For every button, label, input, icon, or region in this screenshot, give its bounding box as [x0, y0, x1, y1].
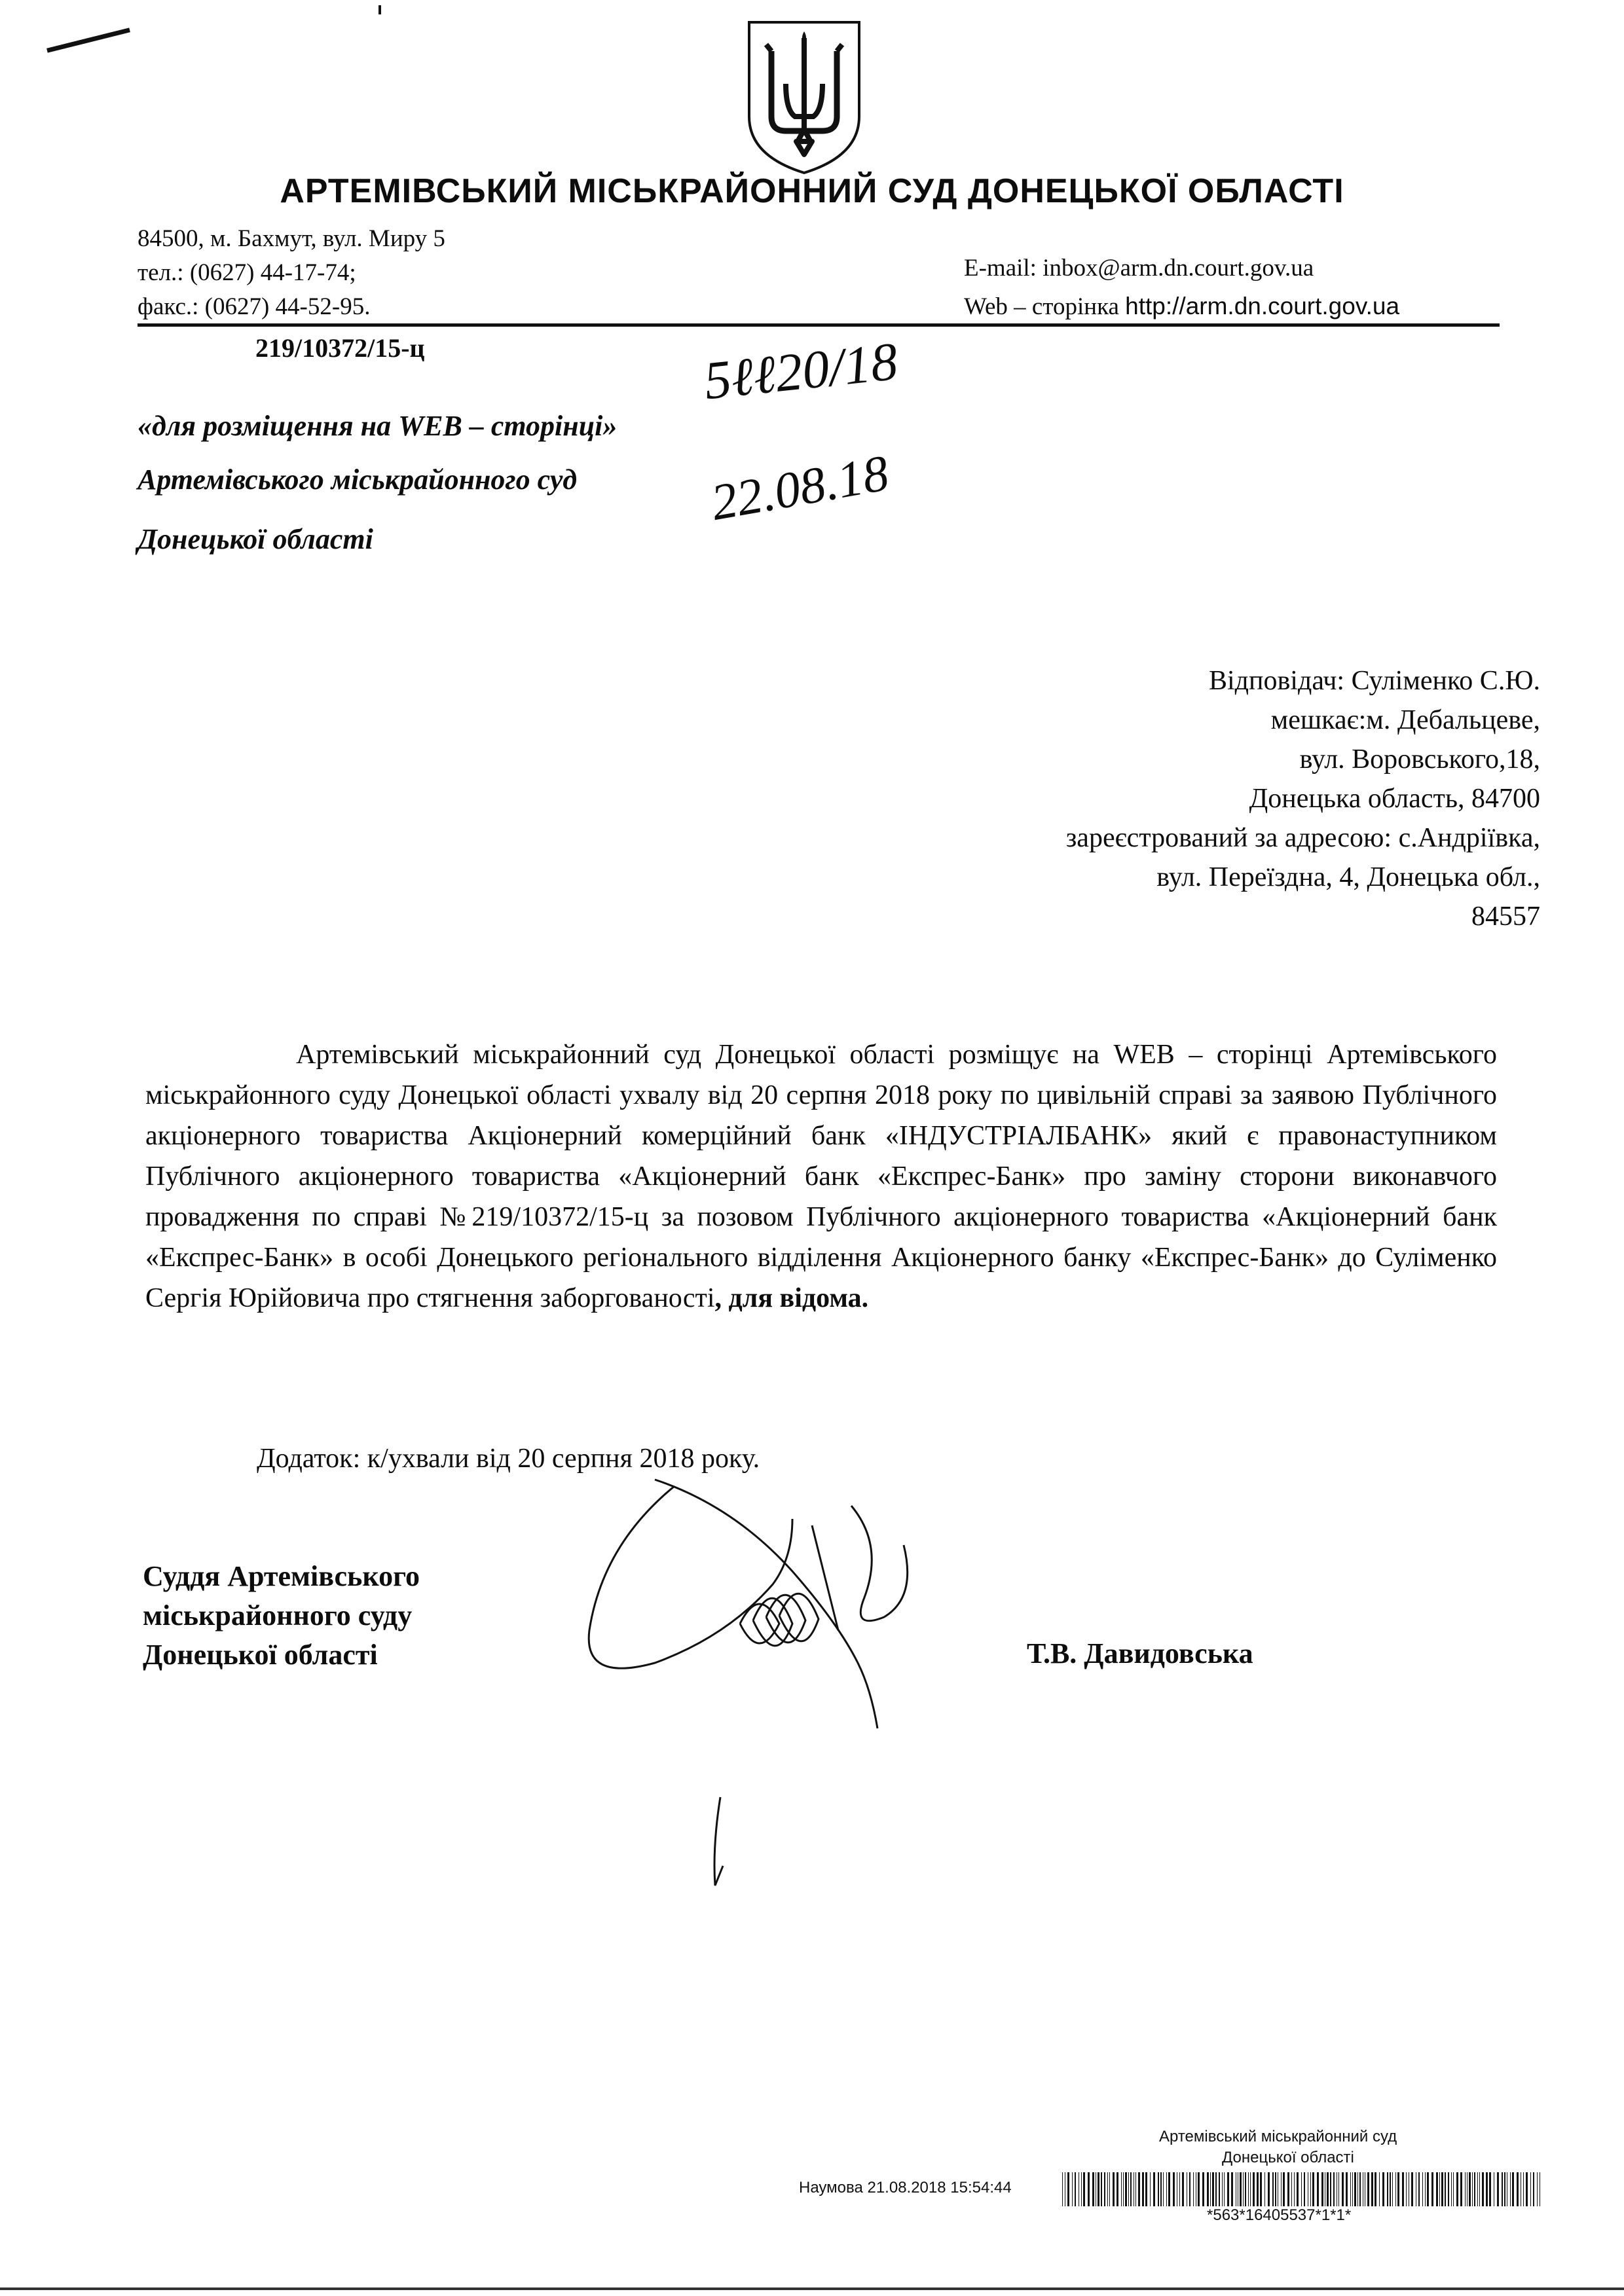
barcode-code: *563*16405537*1*1*: [1207, 2206, 1352, 2224]
recipient-address-block: [754, 661, 1540, 936]
case-number: 219/10372/15-ц: [255, 333, 425, 363]
court-name-heading: АРТЕМІВСЬКИЙ МІСЬКРАЙОННИЙ СУД ДОНЕЦЬКОЇ ОБЛАСТІ: [280, 172, 1344, 210]
website-url: http://arm.dn.court.gov.ua: [1125, 293, 1400, 319]
court-phone: тел.: (0627) 44-17-74;: [138, 259, 356, 286]
body-paragraph-text: Артемівський міськрайонний суд Донецької області розміщує на WEB – сторінці Артемівського міськрайонного суду Донецької області ухвалу від 20 серпня 2018 року по цивільній справі за заявою Публічного акціонерного товариства Акціонерний комерційний банк «ІНДУСТРІАЛБАНК» який є правонаступником Публічного акціонерного товариства «Акціонерний банк «Експрес-Банк» про заміну сторони виконавчого провадження по справі №219/10372/15-ц за позовом Публічного акціонерного товариства «Акціонерний банк «Експрес-Банк» в особі Донецького регіонального відділення Акціонерного банку «Експрес-Банк» до Суліменко Сергія Юрійовича про стягнення заборгованості: [145, 1040, 1497, 1313]
court-address: 84500, м. Бахмут, вул. Миру 5: [138, 225, 445, 252]
web-notice-line1: «для розміщення на WEB – сторінці»: [138, 410, 618, 442]
judge-name: Т.В. Давидовська: [1027, 1637, 1253, 1669]
court-website: [964, 293, 1399, 321]
recipient-line: 84557: [1471, 902, 1540, 932]
court-email: E-mail: inbox@arm.dn.court.gov.ua: [964, 255, 1314, 282]
court-fax: факс.: (0627) 44-52-95.: [138, 293, 371, 320]
recipient-line: вул. Воровського,18,: [1299, 744, 1540, 774]
signature-title-line: Донецької області: [143, 1639, 378, 1671]
recipient-line: Відповідач: Суліменко С.Ю.: [1208, 666, 1540, 696]
website-label: Web – сторінка: [964, 293, 1119, 320]
barcode: [1061, 2172, 1542, 2206]
recipient-line: Донецька область, 84700: [1249, 784, 1540, 814]
letter-body: [145, 1034, 1497, 1319]
web-notice-line3: Донецької області: [138, 523, 373, 555]
recipient-line: зареєстрований за адресою: с.Андріївка,: [1065, 823, 1540, 853]
signature-title-line: міськрайонного суду: [143, 1599, 413, 1631]
recipient-line: мешкає:м. Дебальцеве,: [1270, 705, 1540, 735]
stamp-court-line1: Артемівський міськрайонний суд: [1159, 2128, 1397, 2145]
web-notice-line2: Артемівського міськрайонного суд: [138, 464, 578, 496]
body-paragraph: [145, 1034, 1497, 1319]
handwritten-tick-mark: [707, 1794, 733, 1892]
scan-mark-bottom-edge: [0, 2287, 1624, 2290]
scan-mark-top-left: [46, 27, 130, 52]
signature-title-line: Суддя Артемівського: [143, 1560, 420, 1592]
body-closing: , для відома.: [714, 1283, 869, 1313]
handwritten-registration-number: 5ℓℓ20/18: [701, 331, 900, 411]
header-divider: [138, 323, 1500, 327]
signature-title-block: [143, 1557, 420, 1675]
recipient-line: вул. Переїздна, 4, Донецька обл.,: [1156, 862, 1540, 892]
appendix-note: Додаток: к/ухвали від 20 серпня 2018 року.: [257, 1444, 760, 1474]
handwritten-date: 22.08.18: [707, 443, 893, 532]
scan-mark-top-dot: [378, 5, 381, 14]
coat-of-arms-emblem: [745, 18, 863, 175]
stamp-court-line2: Донецької області: [1222, 2149, 1354, 2166]
handwritten-signature: [576, 1467, 943, 1741]
stamp-clerk-and-timestamp: Наумова 21.08.2018 15:54:44: [799, 2179, 1012, 2196]
